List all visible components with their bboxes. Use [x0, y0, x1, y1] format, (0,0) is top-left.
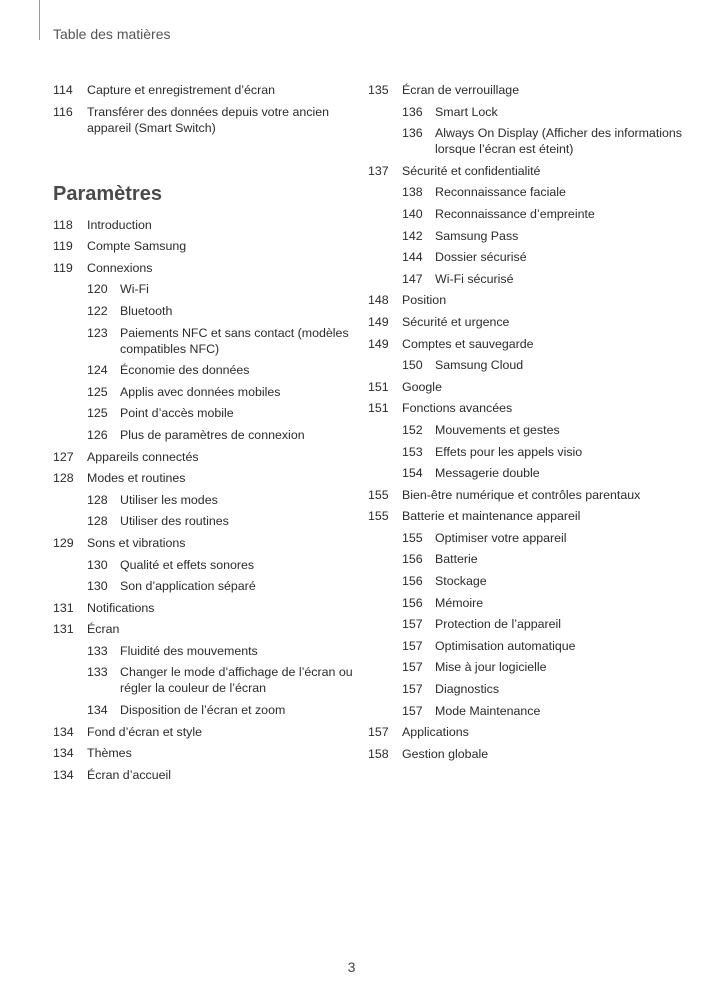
- toc-entry-page-number: 128: [87, 492, 108, 507]
- toc-column-left: [53, 82, 353, 788]
- toc-entry-page-number: 133: [87, 665, 108, 680]
- toc-entry-page-number: 156: [402, 552, 423, 567]
- toc-entry-title: Optimisation automatique: [435, 638, 576, 653]
- toc-entry-title: Protection de l’appareil: [435, 617, 562, 632]
- toc-entry-title: Appareils connectés: [87, 449, 199, 464]
- toc-entry[interactable]: [368, 82, 698, 98]
- toc-entry-page-number: 155: [368, 509, 389, 524]
- toc-entry-page-number: 156: [402, 595, 423, 610]
- toc-entry[interactable]: [53, 104, 353, 136]
- header-edge-line: [39, 0, 40, 40]
- toc-entry-page-number: 118: [53, 217, 73, 232]
- toc-entry-page-number: 142: [402, 228, 423, 243]
- toc-entry[interactable]: [368, 573, 698, 589]
- toc-entry-title: Optimiser votre appareil: [435, 530, 567, 545]
- toc-entry-page-number: 124: [87, 363, 108, 378]
- toc-entry-page-number: 158: [368, 746, 389, 761]
- toc-entry[interactable]: [368, 487, 698, 503]
- toc-entry-title: Mode Maintenance: [435, 703, 541, 718]
- toc-entry-title: Effets pour les appels visio: [435, 444, 583, 459]
- toc-entry-page-number: 114: [53, 83, 73, 97]
- toc-entry-page-number: 157: [402, 660, 423, 675]
- toc-entry-page-number: 154: [402, 466, 423, 481]
- toc-entry-title: Plus de paramètres de connexion: [120, 427, 305, 442]
- toc-entry-page-number: 144: [402, 250, 423, 265]
- toc-entry-title: Position: [402, 293, 447, 308]
- toc-entry[interactable]: [53, 492, 353, 508]
- toc-entry[interactable]: [53, 745, 353, 761]
- toc-entry-title: Transférer des données depuis votre ancien appareil (Smart Switch): [87, 104, 329, 135]
- toc-entry-page-number: 130: [87, 557, 108, 572]
- toc-entry-page-number: 128: [53, 471, 74, 486]
- toc-entry[interactable]: [53, 767, 353, 783]
- toc-entry[interactable]: [53, 557, 353, 573]
- toc-entry-title: Point d’accès mobile: [120, 406, 234, 421]
- toc-entry-title: Sons et vibrations: [87, 535, 186, 550]
- toc-entry-title: Notifications: [87, 600, 155, 615]
- toc-list-before-section: [53, 82, 353, 136]
- toc-entry-title: Fonctions avancées: [402, 401, 513, 416]
- toc-entry-title: Google: [402, 379, 442, 394]
- toc-entry-page-number: 157: [402, 682, 423, 697]
- toc-entry-page-number: 119: [53, 260, 73, 275]
- toc-entry-page-number: 156: [402, 574, 423, 589]
- toc-list-right: [368, 82, 698, 762]
- toc-entry[interactable]: [368, 616, 698, 632]
- toc-entry-title: Introduction: [87, 217, 152, 232]
- toc-entry[interactable]: [368, 104, 698, 120]
- toc-entry[interactable]: [368, 638, 698, 654]
- toc-entry-page-number: 126: [87, 427, 108, 442]
- toc-entry-page-number: 150: [402, 358, 423, 373]
- toc-entry-title: Fluidité des mouvements: [120, 643, 258, 658]
- toc-entry[interactable]: [53, 664, 353, 696]
- toc-entry-page-number: 155: [368, 487, 389, 502]
- toc-entry-title: Bien-être numérique et contrôles parentaux: [402, 487, 641, 502]
- toc-entry[interactable]: [368, 292, 698, 308]
- toc-entry[interactable]: [53, 643, 353, 659]
- toc-entry[interactable]: [368, 184, 698, 200]
- toc-entry-page-number: 134: [53, 724, 74, 739]
- toc-entry-page-number: 149: [368, 336, 389, 351]
- toc-entry[interactable]: [368, 400, 698, 416]
- toc-entry-title: Son d’application séparé: [120, 579, 256, 594]
- toc-entry-title: Écran de verrouillage: [402, 83, 520, 97]
- toc-entry[interactable]: [368, 206, 698, 222]
- toc-entry[interactable]: [53, 325, 353, 357]
- toc-entry-page-number: 128: [87, 514, 108, 529]
- toc-entry-title: Applications: [402, 725, 469, 740]
- toc-entry[interactable]: [53, 702, 353, 718]
- toc-entry-title: Bluetooth: [120, 303, 173, 318]
- toc-entry-title: Comptes et sauvegarde: [402, 336, 534, 351]
- toc-entry-title: Wi-Fi sécurisé: [435, 271, 514, 286]
- page-number: 3: [347, 959, 356, 975]
- toc-entry[interactable]: [368, 551, 698, 567]
- toc-entry[interactable]: [53, 449, 353, 465]
- toc-entry-title: Applis avec données mobiles: [120, 384, 281, 399]
- toc-entry-title: Mise à jour logicielle: [435, 660, 547, 675]
- toc-entry-title: Fond d’écran et style: [87, 724, 203, 739]
- toc-entry-page-number: 125: [87, 406, 108, 421]
- toc-entry-page-number: 149: [368, 314, 389, 329]
- toc-entry[interactable]: [53, 238, 353, 254]
- toc-entry[interactable]: [368, 444, 698, 460]
- toc-entry-title: Batterie et maintenance appareil: [402, 509, 581, 524]
- toc-entry-page-number: 140: [402, 206, 423, 221]
- toc-entry-title: Écran d’accueil: [87, 767, 172, 782]
- toc-entry-page-number: 136: [402, 104, 423, 119]
- toc-entry[interactable]: [53, 621, 353, 637]
- toc-entry-title: Paiements NFC et sans contact (modèles compatibles NFC): [120, 325, 349, 356]
- toc-entry-page-number: 151: [368, 379, 389, 394]
- toc-entry-page-number: 137: [368, 163, 389, 178]
- toc-entry[interactable]: [368, 163, 698, 179]
- toc-entry[interactable]: [368, 336, 698, 352]
- toc-entry-title: Diagnostics: [435, 682, 500, 697]
- toc-entry-page-number: 131: [53, 600, 74, 615]
- toc-entry-title: Économie des données: [120, 363, 250, 378]
- toc-entry-title: Disposition de l’écran et zoom: [120, 703, 286, 718]
- toc-entry-page-number: 157: [368, 725, 389, 740]
- toc-entry-page-number: 127: [53, 449, 74, 464]
- toc-entry[interactable]: [53, 82, 353, 98]
- toc-entry-title: Mouvements et gestes: [435, 422, 560, 437]
- toc-entry[interactable]: [53, 260, 353, 276]
- toc-entry-page-number: 122: [87, 303, 108, 318]
- toc-entry[interactable]: [368, 125, 698, 157]
- toc-entry-title: Thèmes: [87, 746, 132, 761]
- toc-entry[interactable]: [368, 314, 698, 330]
- toc-entry[interactable]: [368, 379, 698, 395]
- toc-entry-title: Compte Samsung: [87, 239, 187, 254]
- toc-entry[interactable]: [53, 470, 353, 486]
- toc-entry-title: Modes et routines: [87, 471, 186, 486]
- toc-entry[interactable]: [368, 595, 698, 611]
- toc-entry-page-number: 157: [402, 617, 423, 632]
- toc-entry-title: Connexions: [87, 260, 153, 275]
- toc-entry[interactable]: [368, 465, 698, 481]
- toc-entry-page-number: 125: [87, 384, 108, 399]
- toc-entry[interactable]: [368, 724, 698, 740]
- toc-entry-page-number: 147: [402, 271, 423, 286]
- toc-entry-page-number: 134: [53, 767, 74, 782]
- toc-entry-title: Stockage: [435, 574, 487, 589]
- toc-entry-page-number: 138: [402, 185, 423, 200]
- toc-entry-page-number: 136: [402, 126, 423, 141]
- toc-entry-title: Samsung Pass: [435, 228, 519, 243]
- toc-entry-title: Reconnaissance faciale: [435, 185, 566, 200]
- section-title: Paramètres: [53, 182, 162, 205]
- toc-entry[interactable]: [53, 217, 353, 233]
- toc-entry-title: Gestion globale: [402, 746, 489, 761]
- toc-entry-title: Messagerie double: [435, 466, 540, 481]
- toc-entry[interactable]: [368, 422, 698, 438]
- toc-entry-page-number: 129: [53, 535, 74, 550]
- toc-entry[interactable]: [53, 303, 353, 319]
- toc-entry[interactable]: [53, 281, 353, 297]
- toc-entry[interactable]: [53, 427, 353, 443]
- toc-entry-page-number: 148: [368, 293, 389, 308]
- toc-entry-title: Qualité et effets sonores: [120, 557, 255, 572]
- toc-entry-title: Smart Lock: [435, 104, 498, 119]
- toc-entry[interactable]: [368, 271, 698, 287]
- toc-entry-page-number: 151: [368, 401, 389, 416]
- toc-entry-page-number: 157: [402, 638, 423, 653]
- toc-entry[interactable]: [53, 384, 353, 400]
- toc-entry-page-number: 116: [53, 104, 73, 119]
- toc-entry[interactable]: [368, 228, 698, 244]
- page-header-title: Table des matières: [53, 26, 171, 42]
- toc-entry-page-number: 123: [87, 325, 108, 340]
- toc-entry-page-number: 131: [53, 622, 74, 637]
- toc-entry-title: Changer le mode d’affichage de l’écran ou régler la couleur de l’écran: [120, 665, 353, 696]
- toc-entry[interactable]: [53, 535, 353, 551]
- toc-entry[interactable]: [53, 724, 353, 740]
- toc-list-parametres: [53, 217, 353, 783]
- toc-entry[interactable]: [53, 362, 353, 378]
- toc-entry-page-number: 134: [53, 746, 74, 761]
- toc-entry-title: Sécurité et confidentialité: [402, 163, 541, 178]
- toc-entry[interactable]: [368, 530, 698, 546]
- toc-entry[interactable]: [368, 746, 698, 762]
- toc-entry-page-number: 153: [402, 444, 423, 459]
- toc-entry-title: Batterie: [435, 552, 478, 567]
- toc-entry-page-number: 120: [87, 282, 108, 297]
- toc-entry-page-number: 152: [402, 422, 423, 437]
- toc-entry[interactable]: [368, 357, 698, 373]
- toc-entry-page-number: 135: [368, 83, 389, 97]
- toc-entry[interactable]: [368, 703, 698, 719]
- toc-entry-page-number: 130: [87, 579, 108, 594]
- toc-entry-page-number: 155: [402, 530, 423, 545]
- toc-entry-title: Wi-Fi: [120, 282, 149, 297]
- toc-entry-page-number: 157: [402, 703, 423, 718]
- toc-entry[interactable]: [53, 513, 353, 529]
- toc-entry[interactable]: [368, 681, 698, 697]
- toc-entry-page-number: 119: [53, 239, 73, 254]
- toc-entry-title: Sécurité et urgence: [402, 314, 510, 329]
- toc-entry-title: Écran: [87, 622, 120, 637]
- toc-entry-title: Mémoire: [435, 595, 484, 610]
- toc-entry-title: Samsung Cloud: [435, 358, 524, 373]
- toc-entry-title: Dossier sécurisé: [435, 250, 527, 265]
- toc-entry[interactable]: [368, 508, 698, 524]
- toc-entry[interactable]: [53, 405, 353, 421]
- toc-entry-title: Capture et enregistrement d’écran: [87, 83, 276, 97]
- toc-column-right: [368, 82, 698, 767]
- toc-entry-title: Utiliser des routines: [120, 514, 229, 529]
- toc-entry[interactable]: [53, 578, 353, 594]
- toc-entry[interactable]: [368, 659, 698, 675]
- toc-entry-title: Always On Display (Afficher des informations lorsque l’écran est éteint): [435, 126, 682, 157]
- toc-entry-page-number: 134: [87, 703, 108, 718]
- toc-entry[interactable]: [53, 600, 353, 616]
- toc-entry-title: Utiliser les modes: [120, 492, 218, 507]
- toc-entry-title: Reconnaissance d’empreinte: [435, 206, 595, 221]
- toc-entry-page-number: 133: [87, 643, 108, 658]
- toc-entry[interactable]: [368, 249, 698, 265]
